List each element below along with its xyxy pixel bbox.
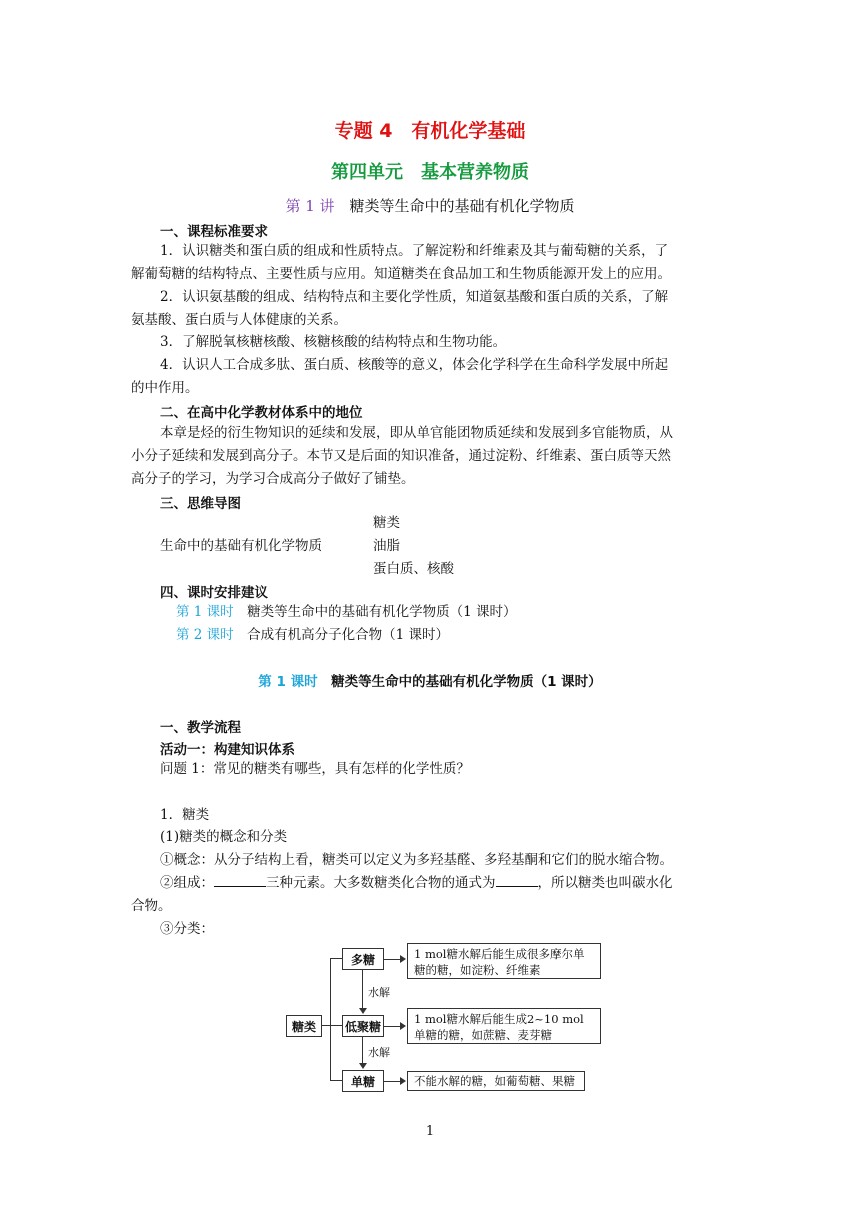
connector-line — [330, 958, 342, 959]
subsection-heading: (1)糖类的概念和分类 — [160, 829, 288, 845]
paragraph-line: 小分子延续和发展到高分子。本节又是后面的知识准备，通过淀粉、纤维素、蛋白质等天然 — [131, 448, 671, 464]
subsection-heading: 1．糖类 — [160, 807, 210, 823]
node-polysaccharide: 多糖 — [342, 948, 384, 970]
arrowhead-right-icon — [400, 1077, 406, 1085]
hydrolysis-arrow — [362, 970, 363, 1009]
period-title — [0, 670, 860, 690]
diagram-root-box: 糖类 — [286, 1015, 322, 1037]
paragraph-line: 本章是烃的衍生物知识的延续和发展，即从单官能团物质延续和发展到多官能物质，从 — [160, 425, 673, 441]
connector-arrow — [384, 1026, 401, 1027]
mindmap-item: 油脂 — [373, 538, 400, 554]
mindmap-item: 蛋白质、核酸 — [373, 561, 454, 577]
section-heading-standards: 一、课程标准要求 — [160, 224, 268, 240]
mindmap-item: 糖类 — [373, 515, 400, 531]
hydrolysis-label: 水解 — [368, 1046, 390, 1059]
composition-text-cont: 合物。 — [131, 898, 172, 914]
chapter-title: 专题 4 有机化学基础 — [334, 120, 526, 142]
arrowhead-right-icon — [400, 955, 406, 963]
question-text: 问题 1：常见的糖类有哪些，具有怎样的化学性质？ — [160, 761, 470, 777]
connector-arrow — [384, 1081, 401, 1082]
period-number: 第 2 课时 — [176, 627, 234, 643]
lecture-title — [0, 195, 860, 216]
activity-heading: 活动一：构建知识体系 — [160, 742, 295, 758]
section-heading-position: 二、在高中化学教材体系中的地位 — [160, 405, 363, 421]
page-number: 1 — [425, 1124, 435, 1139]
paragraph-line: 的中作用。 — [131, 380, 199, 396]
section-heading-flow: 一、教学流程 — [160, 720, 241, 736]
concept-text: ①概念：从分子结构上看，糖类可以定义为多羟基醛、多羟基酮和它们的脱水缩合物。 — [160, 852, 673, 868]
period-title-text: 糖类等生命中的基础有机化学物质（1 课时） — [317, 674, 602, 690]
connector-line — [330, 958, 331, 1081]
section-heading-schedule: 四、课时安排建议 — [160, 585, 268, 601]
unit-title: 第四单元 基本营养物质 — [331, 162, 529, 183]
paragraph-line: 氨基酸、蛋白质与人体健康的关系。 — [131, 312, 347, 328]
fill-blank-formula[interactable] — [496, 872, 538, 887]
node-monosaccharide: 单糖 — [342, 1070, 384, 1092]
classify-label: ③分类： — [160, 921, 214, 937]
hydrolysis-label: 水解 — [368, 986, 390, 999]
connector-line — [322, 1025, 330, 1026]
composition-text: ②组成： 三种元素。大多数糖类化合物的通式为 ，所以糖类也叫碳水化 — [160, 872, 673, 894]
arrowhead-down-icon — [359, 1063, 367, 1069]
paragraph-line: 2．认识氨基酸的组成、结构特点和主要化学性质，知道氨基酸和蛋白质的关系，了解 — [160, 289, 669, 305]
connector-line — [330, 1080, 342, 1081]
fill-blank-elements[interactable] — [214, 872, 266, 887]
section-heading-mindmap: 三、思维导图 — [160, 496, 241, 512]
desc-oligosaccharide: 1 mol糖水解后能生成2~10 mol单糖的糖，如蔗糖、麦芽糖 — [407, 1008, 601, 1044]
lecture-title-text: 糖类等生命中的基础有机化学物质 — [334, 197, 575, 215]
connector-arrow — [384, 959, 401, 960]
lecture-number: 第 1 讲 — [285, 197, 335, 215]
period-number: 第 1 课时 — [176, 604, 234, 620]
paragraph-line: 3．了解脱氧核糖核酸、核糖核酸的结构特点和生物功能。 — [160, 334, 507, 350]
mindmap-root: 生命中的基础有机化学物质 — [160, 538, 322, 554]
hydrolysis-arrow — [362, 1037, 363, 1064]
paragraph-line: 4．认识人工合成多肽、蛋白质、核酸等的意义，体会化学科学在生命科学发展中所起 — [160, 357, 669, 373]
period-title-number: 第 1 课时 — [258, 674, 318, 690]
schedule-item: 第 2 课时 合成有机高分子化合物（1 课时） — [176, 627, 450, 643]
desc-monosaccharide: 不能水解的糖，如葡萄糖、果糖 — [407, 1071, 585, 1091]
arrowhead-right-icon — [400, 1022, 406, 1030]
connector-line — [330, 1025, 342, 1026]
paragraph-line: 1．认识糖类和蛋白质的组成和性质特点。了解淀粉和纤维素及其与葡萄糖的关系，了 — [160, 243, 669, 259]
paragraph-line: 高分子的学习，为学习合成高分子做好了铺垫。 — [131, 471, 415, 487]
schedule-item: 第 1 课时 糖类等生命中的基础有机化学物质（1 课时） — [176, 604, 517, 620]
arrowhead-down-icon — [359, 1008, 367, 1014]
node-oligosaccharide: 低聚糖 — [342, 1015, 384, 1037]
desc-polysaccharide: 1 mol糖水解后能生成很多摩尔单糖的糖，如淀粉、纤维素 — [407, 943, 601, 979]
paragraph-line: 解葡萄糖的结构特点、主要性质与应用。知道糖类在食品加工和生物质能源开发上的应用。 — [131, 266, 671, 282]
